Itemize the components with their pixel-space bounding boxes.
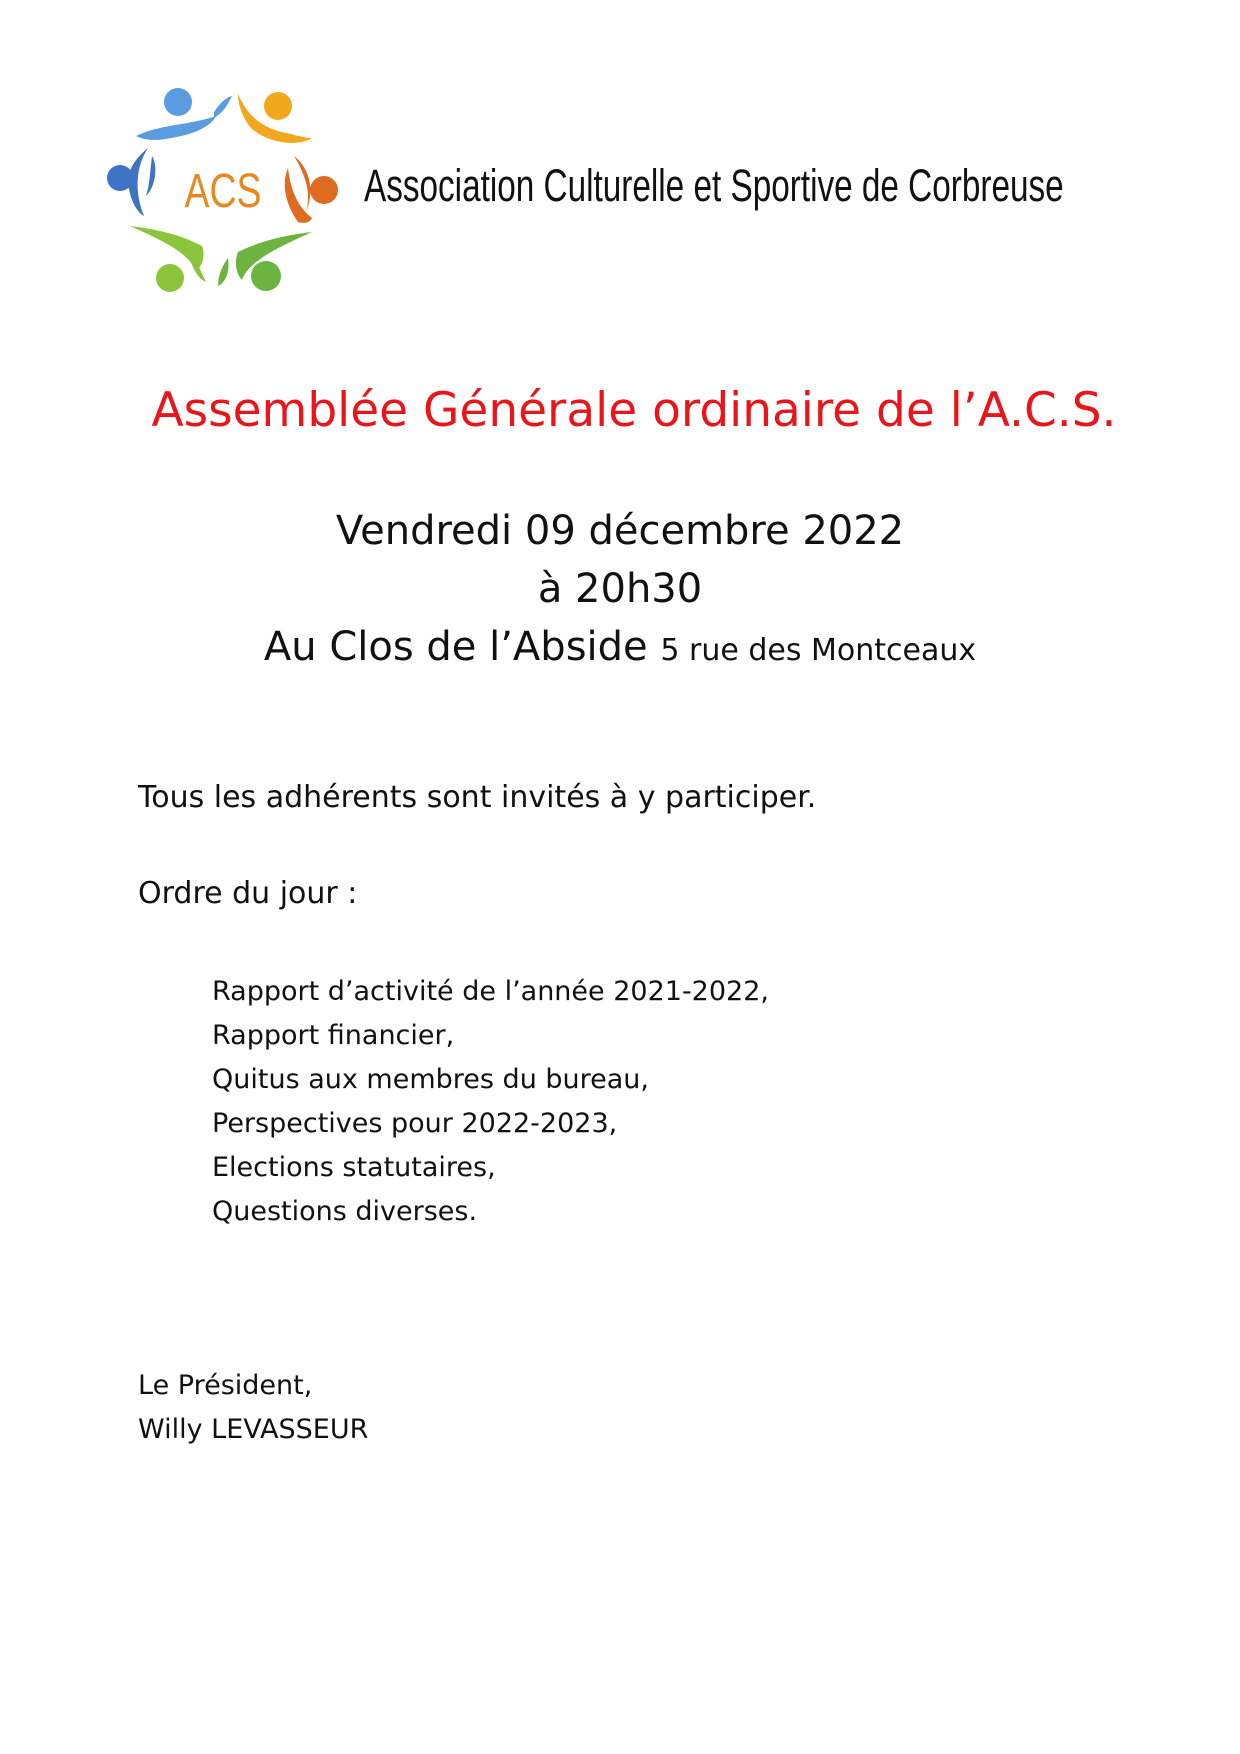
acs-logo [106, 86, 340, 296]
agenda-item: Quitus aux membres du bureau, [212, 1064, 649, 1095]
meeting-date: Vendredi 09 décembre 2022 [335, 508, 905, 554]
logo-text: ACS [184, 164, 262, 219]
logo-arm-blue-top [136, 116, 216, 140]
logo-head-orange-top [264, 92, 292, 120]
agenda-list [212, 970, 769, 1234]
logo-head-blue-top [164, 88, 192, 116]
place-address: 5 rue des Montceaux [660, 633, 977, 668]
agenda-item: Rapport financier, [212, 1020, 455, 1051]
logo-head-green-left [156, 264, 184, 292]
meeting-title-text: Assemblée Générale ordinaire de l’A.C.S. [151, 383, 1117, 438]
logo-head-orange-right [310, 176, 338, 204]
signature-block [138, 1364, 368, 1452]
organization-name: Association Culturelle et Sportive de Corbreuse [364, 160, 1064, 211]
invitation-text: Tous les adhérents sont invités à y participer. [138, 780, 817, 815]
meeting-title [0, 383, 1240, 438]
place-name: Au Clos de l’Abside [263, 624, 648, 670]
logo-head-green-right [251, 261, 281, 291]
agenda-item: Questions diverses. [212, 1196, 478, 1227]
signature-role: Le Président, [138, 1370, 313, 1401]
agenda-item: Perspectives pour 2022-2023, [212, 1108, 618, 1139]
meeting-place [0, 624, 1240, 670]
agenda-item: Rapport d’activité de l’année 2021-2022, [212, 976, 769, 1007]
agenda-title: Ordre du jour : [138, 876, 358, 911]
signature-name: Willy LEVASSEUR [138, 1414, 369, 1445]
agenda-item: Elections statutaires, [212, 1152, 496, 1183]
meeting-time: à 20h30 [537, 566, 703, 612]
